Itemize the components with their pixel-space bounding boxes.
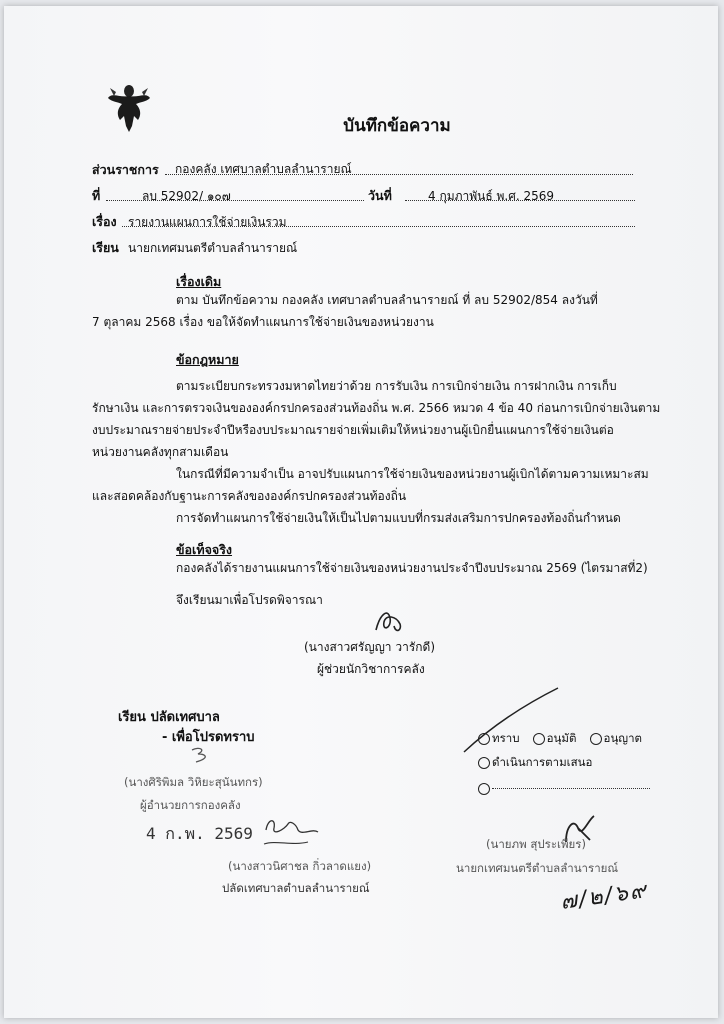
clerk-signature: [262, 810, 322, 850]
signer-title: ผู้ช่วยนักวิชาการคลัง: [317, 662, 425, 676]
date-value: 4 กุมภาพันธ์ พ.ศ. 2569: [428, 189, 555, 203]
director-name: (นางศิริพิมล วิหิยะสุนันทกร): [124, 775, 263, 789]
received-date-stamp: 4 ก.พ. 2569: [146, 824, 253, 843]
agency-label: ส่วนราชการ: [92, 162, 159, 177]
agency-value: กองคลัง เทศบาลตำบลลำนารายณ์: [175, 162, 352, 176]
to-label: เรียน: [92, 240, 119, 255]
mayor-title: นายกเทศมนตรีตำบลลำนารายณ์: [456, 861, 619, 875]
option-acknowledge[interactable]: ทราบ: [478, 730, 520, 748]
subject-label: เรื่อง: [92, 214, 117, 229]
signer-name: (นางสาวศรัญญา วารักดี): [304, 640, 436, 654]
law-heading: ข้อกฎหมาย: [176, 352, 239, 367]
law-p1-line-2: รักษาเงิน และการตรวจเงินขององค์กรปกครองส่วนท้องถิ่น พ.ศ. 2566 หมวด 4 ข้อ 40 ก่อนการเบิกจ่ายเงินตาม: [92, 401, 661, 415]
law-p1-line-3: งบประมาณรายจ่ายประจำปีหรืองบประมาณรายจ่ายเพิ่มเติมให้หน่วยงานผู้เบิกยื่นแผนการใช้จ่ายเงินต่อ: [92, 423, 614, 437]
clerk-title: ปลัดเทศบาลตำบลลำนารายณ์: [222, 881, 370, 895]
fact-text: กองคลังได้รายงานแผนการใช้จ่ายเงินของหน่วยงานประจำปีงบประมาณ 2569 (ไตรมาสที่2): [176, 561, 648, 575]
option-other[interactable]: [478, 778, 490, 797]
option-approve[interactable]: อนุมัติ: [533, 730, 577, 748]
law-p1-line-1: ตามระเบียบกระทรวงมหาดไทยว่าด้วย การรับเงิน การเบิกจ่ายเงิน การฝากเงิน การเก็บ: [176, 379, 617, 393]
subject-value: รายงานแผนการใช้จ่ายเงินรวม: [128, 215, 287, 229]
origin-line-2: 7 ตุลาคม 2568 เรื่อง ขอให้จัดทำแผนการใช้จ่ายเงินของหน่วยงาน: [92, 315, 434, 329]
ref-label: ที่: [92, 188, 101, 203]
routing-purpose: - เพื่อโปรดทราบ: [162, 730, 255, 745]
date-label: วันที่: [368, 188, 392, 203]
clerk-name: (นางสาวนิศาชล กิ่วลาดแยง): [228, 859, 372, 873]
mayor-options: [478, 730, 650, 749]
origin-line-1: ตาม บันทึกข้อความ กองคลัง เทศบาลตำบลลำนารายณ์ ที่ ลบ 52902/854 ลงวันที่: [176, 293, 598, 307]
director-initial-signature: [188, 744, 218, 766]
law-p2-line-2: และสอดคล้องกับฐานะการคลังขององค์กรปกครองส่วนท้องถิ่น: [92, 489, 407, 503]
law-p2-line-1: ในกรณีที่มีความจำเป็น อาจปรับแผนการใช้จ่ายเงินของหน่วยงานผู้เบิกได้ตามความเหมาะสม: [176, 467, 649, 481]
routing-to: เรียน ปลัดเทศบาล: [118, 710, 220, 725]
director-title: ผู้อำนวยการกองคลัง: [140, 798, 241, 812]
law-p1-line-4: หน่วยงานคลังทุกสามเดือน: [92, 445, 229, 459]
fact-heading: ข้อเท็จจริง: [176, 542, 233, 557]
option-proceed[interactable]: ดำเนินการตามเสนอ: [478, 754, 600, 773]
officer-signature: [370, 604, 410, 638]
mayor-name: (นายภพ สุประเพียร): [486, 837, 586, 851]
mayor-handwritten-date: ๗/๒/๖๙: [558, 877, 650, 915]
law-p3: การจัดทำแผนการใช้จ่ายเงินให้เป็นไปตามแบบที่กรมส่งเสริมการปกครองท้องถิ่นกำหนด: [176, 511, 621, 525]
ref-value: ลบ 52902/ ๑๐๗: [142, 189, 231, 203]
to-value: นายกเทศมนตรีตำบลลำนารายณ์: [128, 241, 298, 255]
origin-heading: เรื่องเดิม: [176, 274, 222, 289]
page-title: บันทึกข้อความ: [343, 116, 451, 136]
closing-text: จึงเรียนมาเพื่อโปรดพิจารณา: [176, 593, 323, 607]
option-permit[interactable]: อนุญาต: [590, 730, 643, 748]
